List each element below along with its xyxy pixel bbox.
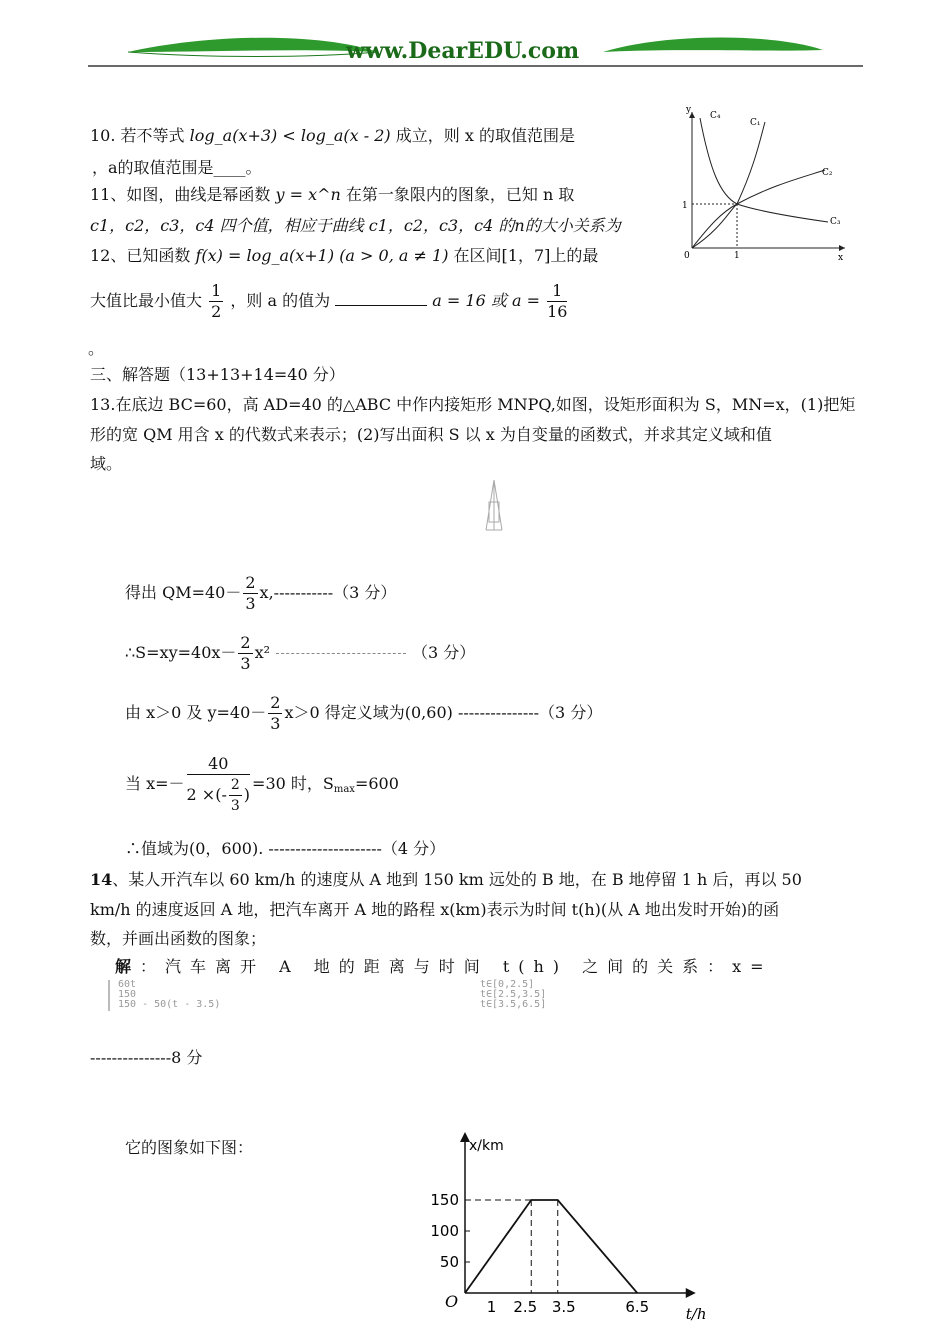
q10-line2: ，a的取值范围是____。: [92, 158, 262, 177]
q11-function: y = x^n: [275, 185, 341, 204]
q12-line2: [90, 276, 569, 326]
q10-line1: [90, 125, 575, 147]
x-tick-label-2.5: 2.5: [513, 1298, 538, 1316]
q13-step1: 得出 QM=40－ $\frac{2}{3}$ x,-----------（3 分）: [125, 573, 397, 613]
y-axis-label: x/km: [469, 1138, 504, 1154]
q11-text-b: 在第一象限内的图象，已知 n 取: [345, 185, 575, 204]
fig-c2: C₂: [822, 168, 833, 178]
distance-time-chart: [420, 1130, 707, 1335]
q10-pre: 若不等式: [120, 126, 185, 145]
power-function-figure: [660, 100, 860, 270]
q11-line1: [90, 184, 574, 206]
x-tick-label-1: 1: [486, 1298, 497, 1316]
fig-y-label: y: [686, 105, 692, 115]
q12-line1: [90, 245, 598, 267]
q14-line2: km/h 的速度返回 A 地，把汽车离开 A 地的路程 x(km)表示为时间 t(h)(从 A 地出发时开始)的函: [90, 900, 780, 919]
q12-end: 。: [88, 339, 105, 358]
q13-step4: 当 x=－ 40 2 ×(- $\frac{2}{3}$ ) =30 时，$S_{max}=600$: [125, 753, 399, 814]
q14-num: 14: [90, 870, 113, 889]
y-tick-label-150: 150: [430, 1191, 459, 1209]
q14-line1: [90, 869, 802, 891]
q13-line2: 形的宽 QM 用含 x 的代数式来表示；(2)写出面积 S 以 x 为自变量的函数式，并求其定义域和值: [90, 425, 772, 444]
q13-step2: ∴S=xy=40x－ $\frac{2}{3}$ x² （3 分）: [125, 633, 476, 673]
site-title: www.DearEDU.com: [346, 38, 580, 64]
q12-half-fraction: $\frac{1}{2}$: [211, 281, 222, 321]
q14-piecewise: 60t t∈[0,2.5] 150 t∈[2.5,3.5] 150 - 50(t - 3.5) t∈[3.5,6.5]: [108, 980, 758, 1012]
header-banner: [88, 32, 863, 72]
q12-answer-blank: [335, 305, 427, 306]
q11-text-d: c1，c2，c3，c4 的n的大小关系为: [368, 216, 621, 235]
q14-sol-text: ：汽车离开 A 地的距离与时间 t(h) 之间的关系：x=: [140, 957, 773, 976]
q10-inequality: log_a(x+3) < log_a(x - 2): [189, 126, 391, 145]
q13-step5: ∴值域为(0，600). ---------------------（4 分）: [125, 839, 446, 858]
q12-text-b: 在区间[1，7]上的最: [453, 246, 599, 265]
q13-step3: 由 x＞0 及 y=40－ $\frac{2}{3}$ x＞0 得定义域为(0,60) ---------------（3 分）: [125, 693, 603, 733]
q13-line1: 13.在底边 BC=60，高 AD=40 的△ABC 中作内接矩形 MNPQ,如图，设矩形面积为 S，MN=x，(1)把矩: [90, 395, 856, 414]
q10-post: 成立，则 x 的取值范围是: [395, 126, 575, 145]
q12-answer-fraction: $\frac{1}{16}$: [547, 281, 568, 321]
fig-c4: C₄: [710, 111, 721, 121]
q11-line2: [90, 215, 621, 237]
q12-answer: a = 16 或 a =: [432, 291, 540, 310]
q13-line3: 域。: [90, 454, 123, 473]
fig-one-x: 1: [734, 251, 740, 261]
q14-graph-intro: 它的图象如下图：: [125, 1138, 254, 1157]
q11-text-a: 11、如图，曲线是幂函数: [90, 185, 271, 204]
origin-label: O: [445, 1292, 459, 1311]
q14-line3: 数，并画出函数的图象；: [90, 929, 267, 948]
fig-x-label: x: [838, 253, 844, 263]
q12-function: f(x) = log_a(x+1) (a > 0, a ≠ 1): [195, 246, 449, 265]
triangle-figure: [482, 478, 506, 534]
q14-sol-label: 解: [115, 957, 141, 976]
fig-one-y: 1: [682, 201, 688, 211]
y-tick-label-50: 50: [439, 1253, 459, 1271]
fig-origin: 0: [684, 251, 690, 261]
fig-c3: C₃: [830, 217, 841, 227]
y-tick-label-100: 100: [430, 1222, 459, 1240]
x-axis-arrow: [686, 1288, 696, 1298]
x-tick-label-3.5: 3.5: [551, 1298, 576, 1316]
q11-text-c: c1，c2，c3，c4 四个值，相应于曲线: [90, 216, 364, 235]
q12-text-a: 12、已知函数: [90, 246, 191, 265]
q14-solution: [115, 956, 773, 978]
section3-title: 三、解答题（13+13+14=40 分）: [90, 365, 345, 384]
q12-text-d: ，则 a 的值为: [230, 291, 331, 310]
series-line: [465, 1200, 637, 1293]
x-axis-label: t/h: [685, 1305, 707, 1323]
x-tick-label-6.5: 6.5: [625, 1298, 650, 1316]
q14-text1: 、某人开汽车以 60 km/h 的速度从 A 地到 150 km 远处的 B 地，在 B 地停留 1 h 后，再以 50: [112, 870, 802, 889]
fig-c1: C₁: [750, 118, 761, 128]
q12-text-c: 大值比最小值大: [90, 291, 203, 310]
q14-score: ---------------8 分: [90, 1048, 203, 1067]
q10-num: 10.: [90, 126, 116, 145]
